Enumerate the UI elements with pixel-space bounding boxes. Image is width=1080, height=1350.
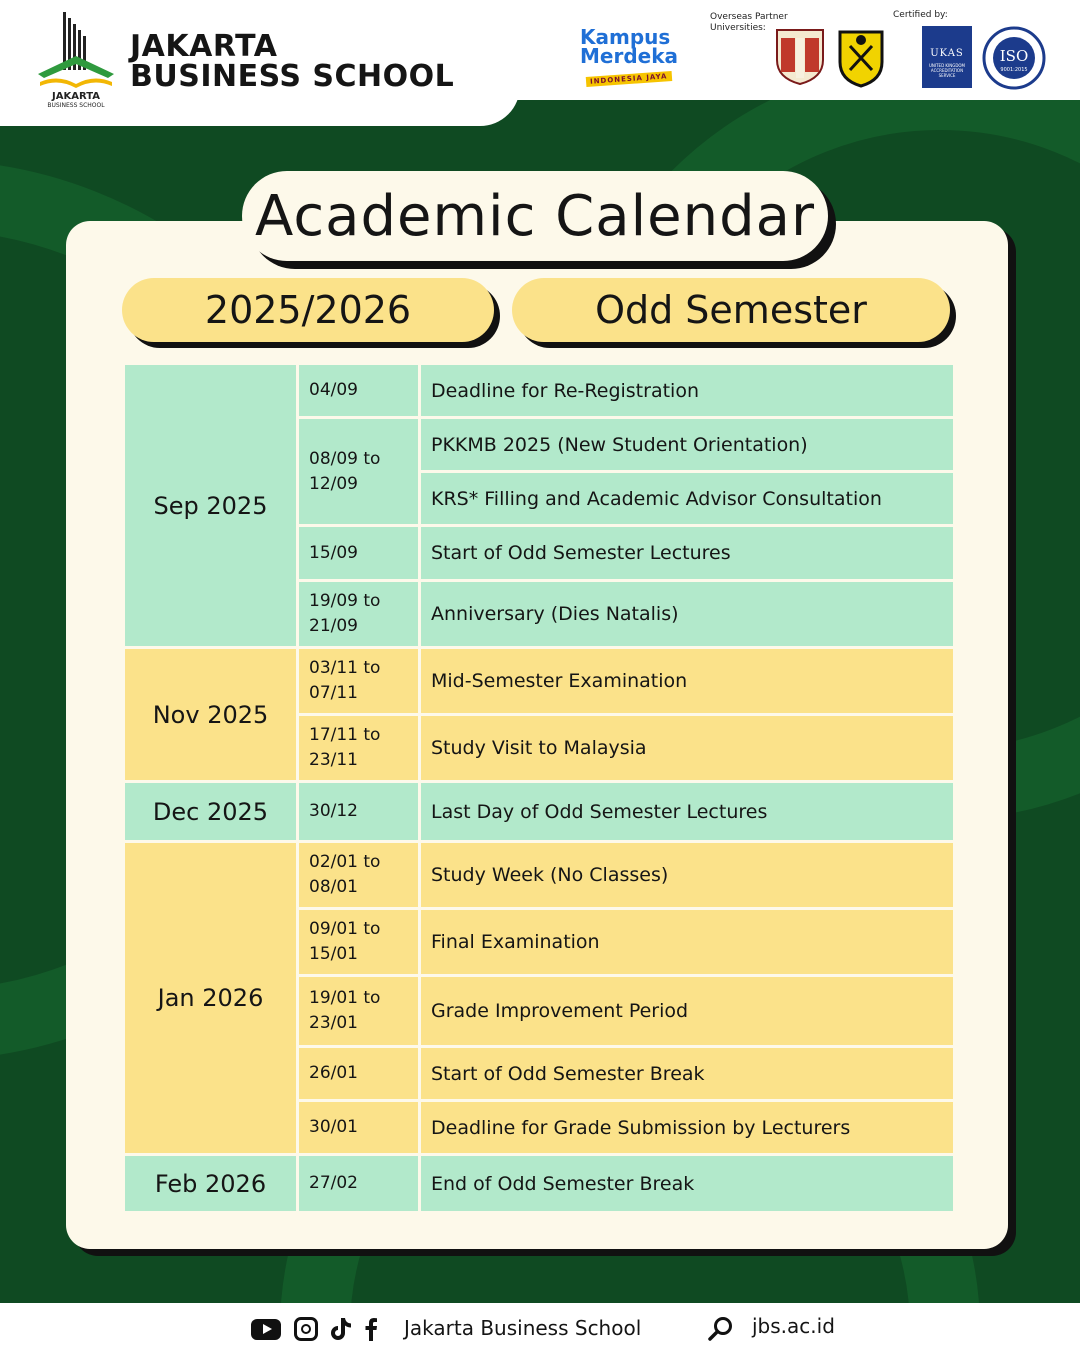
date-text: 08/09 to 12/09 xyxy=(309,448,381,494)
iumw-crest-icon xyxy=(773,26,827,86)
date-cell xyxy=(298,1101,420,1155)
svg-text:ISO: ISO xyxy=(999,47,1029,65)
date-cell xyxy=(298,715,420,782)
date-text: 27/02 xyxy=(309,1173,358,1193)
date-cell xyxy=(298,842,420,909)
date-text: 02/01 to 08/01 xyxy=(309,852,381,897)
date-cell xyxy=(298,976,420,1047)
event-cell: Anniversary (Dies Natalis) xyxy=(420,581,955,648)
event-cell: Mid-Semester Examination xyxy=(420,648,955,715)
event-cell: Deadline for Re-Registration xyxy=(420,364,955,418)
semester-pill: Odd Semester xyxy=(512,278,950,342)
month-cell: Nov 2025 xyxy=(124,648,298,782)
kampus-merdeka-logo: Kampus Merdeka INDONESIA JAYA xyxy=(580,25,679,86)
brand-name xyxy=(130,29,455,94)
date-text: 04/09 xyxy=(309,380,358,400)
table-row xyxy=(124,648,955,715)
date-cell xyxy=(298,526,420,581)
brand-name-line1: JAKARTA xyxy=(130,29,278,64)
event-cell: PKKMB 2025 (New Student Orientation) xyxy=(420,418,955,472)
date-text: 26/01 xyxy=(309,1063,358,1083)
date-cell xyxy=(298,418,420,526)
jbs-logo xyxy=(36,12,116,108)
youtube-icon[interactable] xyxy=(251,1319,281,1340)
table-row xyxy=(124,842,955,909)
date-text: 17/11 to 23/11 xyxy=(309,725,381,770)
date-cell xyxy=(298,782,420,842)
tiktok-icon[interactable] xyxy=(330,1317,352,1341)
event-cell: Study Visit to Malaysia xyxy=(420,715,955,782)
month-cell: Dec 2025 xyxy=(124,782,298,842)
event-cell: Final Examination xyxy=(420,909,955,976)
iso-certified-icon xyxy=(982,26,1046,90)
date-text: 15/09 xyxy=(309,542,358,563)
svg-text:9001:2015: 9001:2015 xyxy=(1000,67,1028,73)
date-text: 19/01 to 23/01 xyxy=(309,988,381,1033)
date-cell xyxy=(298,581,420,648)
event-cell: Last Day of Odd Semester Lectures xyxy=(420,782,955,842)
footer-school-name: Jakarta Business School xyxy=(404,1316,642,1340)
table-row xyxy=(124,1155,955,1213)
date-text: 30/12 xyxy=(309,801,358,821)
date-text: 30/01 xyxy=(309,1117,358,1137)
month-cell: Jan 2026 xyxy=(124,842,298,1155)
calendar-table xyxy=(122,362,956,1214)
date-text: 09/01 to 15/01 xyxy=(309,919,381,964)
svg-text:BUSINESS SCHOOL: BUSINESS SCHOOL xyxy=(47,102,105,108)
date-cell xyxy=(298,1047,420,1101)
date-cell xyxy=(298,909,420,976)
table-row xyxy=(124,782,955,842)
date-text: 03/11 to 07/11 xyxy=(309,658,381,703)
date-text: 19/09 to 21/09 xyxy=(309,591,381,636)
search-icon xyxy=(708,1316,734,1342)
brand-name-line2: BUSINESS SCHOOL xyxy=(130,59,455,94)
event-cell: Start of Odd Semester Break xyxy=(420,1047,955,1101)
table-row xyxy=(124,364,955,418)
event-cell: End of Odd Semester Break xyxy=(420,1155,955,1213)
svg-text:JAKARTA: JAKARTA xyxy=(52,91,100,102)
page-title: Academic Calendar xyxy=(255,183,815,249)
event-cell: Start of Odd Semester Lectures xyxy=(420,526,955,581)
date-cell xyxy=(298,364,420,418)
ukas-badge: UKAS UNITED KINGDOM ACCREDITATION SERVICE xyxy=(922,26,972,88)
facebook-icon[interactable] xyxy=(364,1317,378,1341)
date-cell xyxy=(298,648,420,715)
event-cell: Deadline for Grade Submission by Lecturers xyxy=(420,1101,955,1155)
event-cell: Study Week (No Classes) xyxy=(420,842,955,909)
university-crest-icon xyxy=(836,26,886,88)
month-cell: Feb 2026 xyxy=(124,1155,298,1213)
certified-by-label: Certified by: xyxy=(893,10,948,20)
instagram-icon[interactable] xyxy=(294,1317,318,1341)
title-pill xyxy=(242,171,828,261)
month-cell: Sep 2025 xyxy=(124,364,298,648)
event-cell: KRS* Filling and Academic Advisor Consultation xyxy=(420,472,955,526)
academic-year-pill: 2025/2026 xyxy=(122,278,494,342)
date-cell xyxy=(298,1155,420,1213)
website-link[interactable]: jbs.ac.id xyxy=(752,1314,835,1338)
event-cell: Grade Improvement Period xyxy=(420,976,955,1047)
overseas-partner-label: Overseas Partner Universities: xyxy=(710,12,788,33)
